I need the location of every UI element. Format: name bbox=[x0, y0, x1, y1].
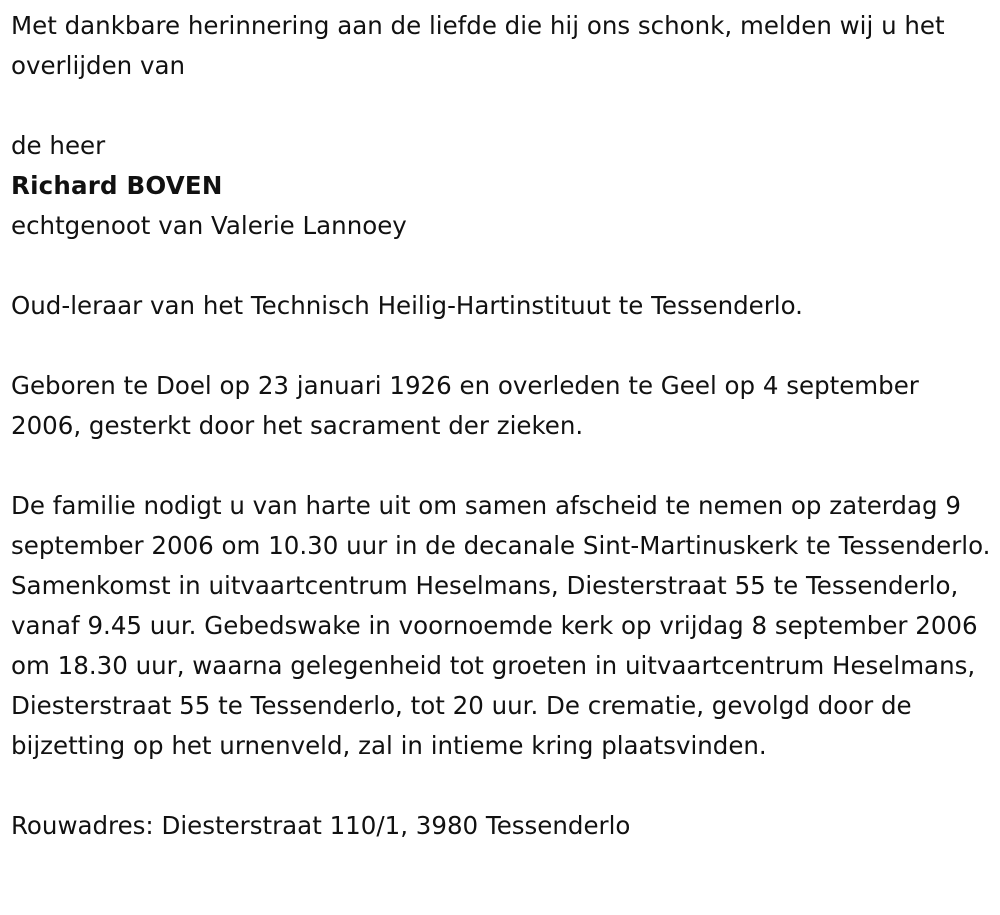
spacer bbox=[11, 446, 995, 486]
deceased-name: Richard BOVEN bbox=[11, 171, 223, 200]
death-notice bbox=[11, 6, 995, 846]
spacer bbox=[11, 326, 995, 366]
ceremony-paragraph: De familie nodigt u van harte uit om samen afscheid te nemen op zaterdag 9 september 2006 om 10.30 uur in de decanale Sint-Martinuskerk te Tessenderlo. Samenkomst in uitvaartcentrum Heselmans, Diesterstraat 55 te Tessenderlo, vanaf 9.45 uur. Gebedswake in voornoemde kerk op vrijdag 8 september 2006 om 18.30 uur, waarna gelegenheid tot groeten in uitvaartcentrum Heselmans, Diesterstraat 55 te Tessenderlo, tot 20 uur. De crematie, gevolgd door de bijzetting op het urnenveld, zal in intieme kring plaatsvinden. bbox=[11, 491, 991, 760]
spouse-line: echtgenoot van Valerie Lannoey bbox=[11, 211, 407, 240]
spacer bbox=[11, 246, 995, 286]
birth-death-paragraph: Geboren te Doel op 23 januari 1926 en overleden te Geel op 4 september 2006, gesterkt door het sacrament der zieken. bbox=[11, 371, 919, 440]
salutation: de heer bbox=[11, 131, 106, 160]
intro-text: Met dankbare herinnering aan de liefde die hij ons schonk, melden wij u het overlijden van bbox=[11, 11, 945, 80]
spacer bbox=[11, 766, 995, 806]
mourning-address: Rouwadres: Diesterstraat 110/1, 3980 Tessenderlo bbox=[11, 811, 631, 840]
spacer bbox=[11, 86, 995, 126]
occupation-line: Oud-leraar van het Technisch Heilig-Hartinstituut te Tessenderlo. bbox=[11, 291, 803, 320]
